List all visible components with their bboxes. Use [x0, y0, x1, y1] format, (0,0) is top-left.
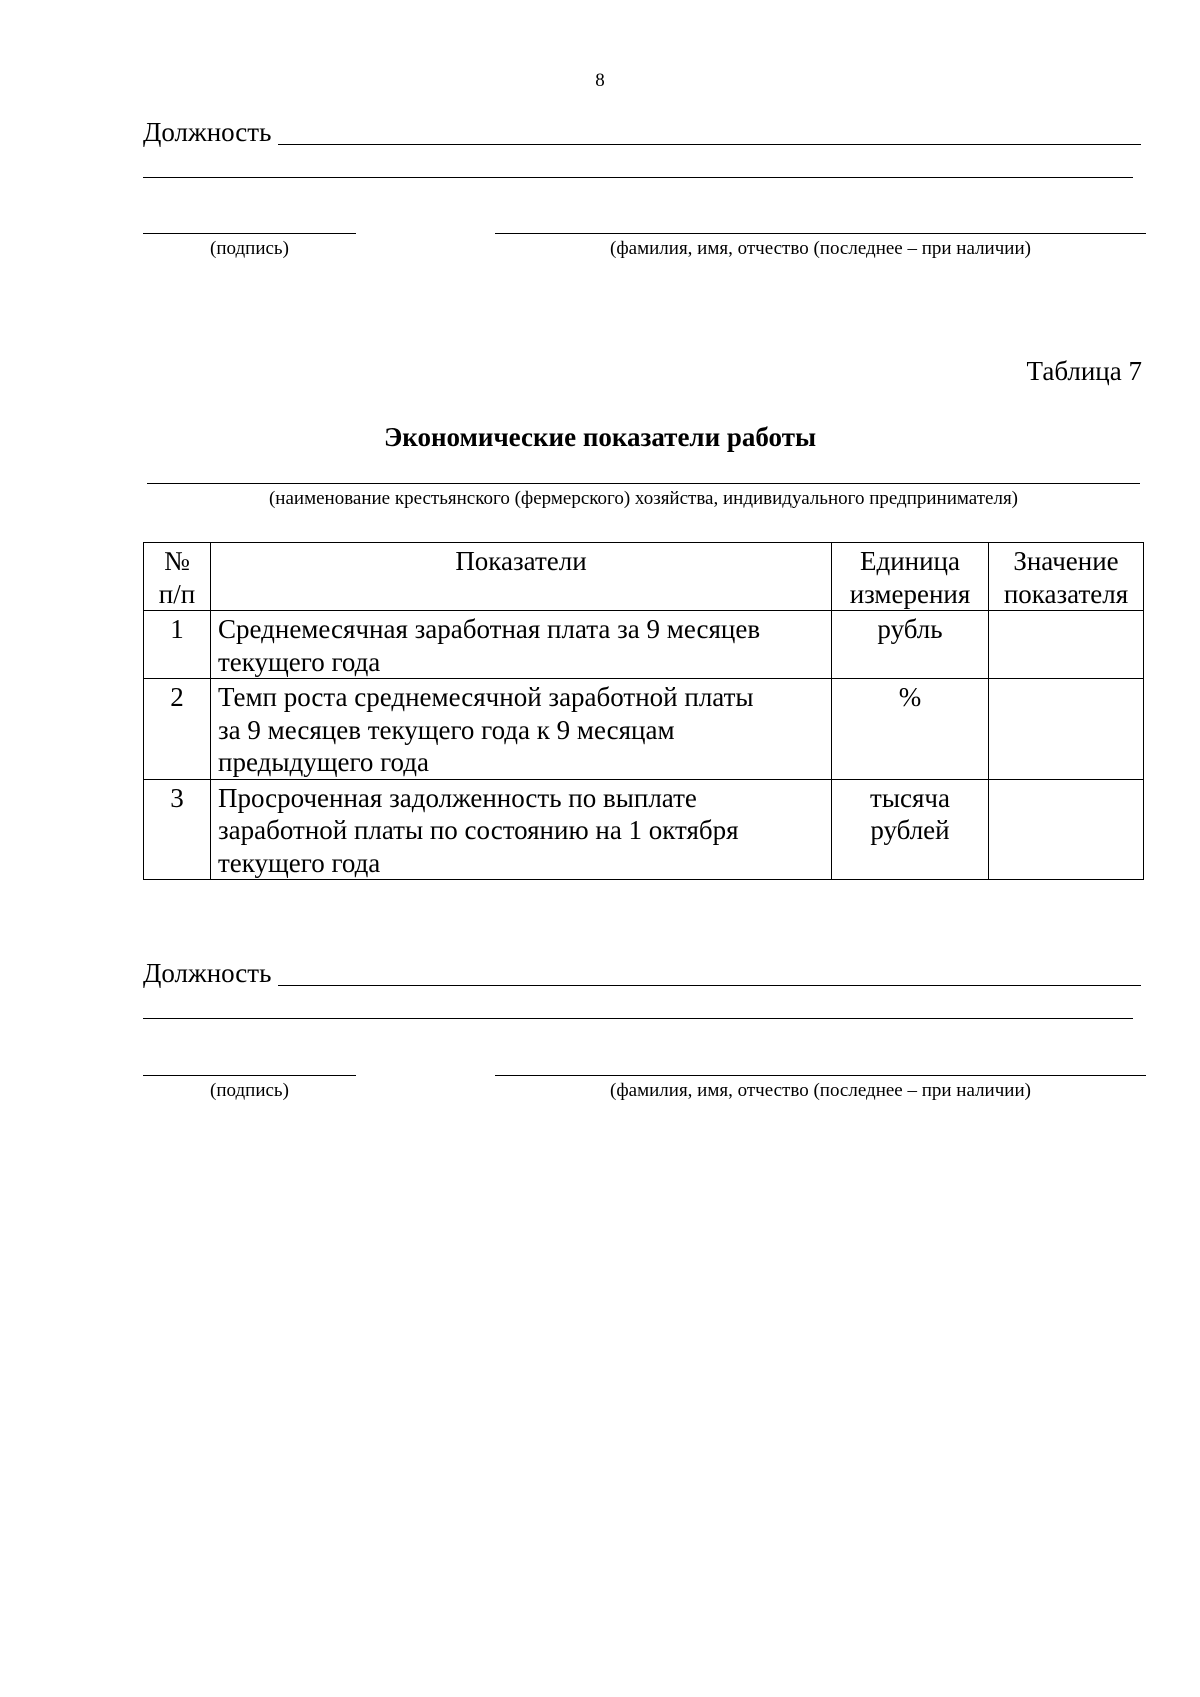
signature-line[interactable]	[143, 1075, 356, 1076]
position-label: Должность	[143, 117, 272, 147]
row-indicator-line: предыдущего года	[218, 747, 429, 777]
header-unit-line: измерения	[849, 578, 971, 609]
row-indicator-line: текущего года	[218, 646, 381, 677]
full-name-line[interactable]	[495, 1075, 1146, 1076]
row-num: 1	[144, 611, 211, 679]
table-row	[144, 779, 1144, 880]
row-value-cell[interactable]	[989, 611, 1144, 679]
full-name-caption: (фамилия, имя, отчество (последнее – при наличии)	[610, 238, 1031, 259]
entity-caption: (наименование крестьянского (фермерского) хозяйства, индивидуального предпринимателя)	[268, 488, 1019, 509]
signature-caption: (подпись)	[210, 1080, 289, 1101]
row-indicator-line: Темп роста среднемесячной заработной платы	[218, 682, 754, 712]
row-indicator-line: за 9 месяцев текущего года к 9 месяцам	[218, 714, 675, 745]
row-indicator	[211, 611, 832, 679]
header-indicator	[211, 543, 832, 611]
header-unit	[832, 543, 989, 611]
page-number: 8	[595, 70, 605, 91]
row-indicator	[211, 779, 832, 880]
position-label: Должность	[143, 958, 272, 988]
row-indicator-line: Среднемесячная заработная плата за 9 месяцев	[218, 614, 761, 644]
signature-line[interactable]	[143, 233, 356, 234]
table-row	[144, 611, 1144, 679]
row-indicator	[211, 679, 832, 780]
row-unit-line: рубль	[877, 614, 943, 644]
table-label: Таблица 7	[1026, 356, 1142, 386]
header-value-line: Значение	[1013, 546, 1119, 576]
row-value-cell[interactable]	[989, 779, 1144, 880]
signature-caption: (подпись)	[210, 238, 289, 259]
header-value	[989, 543, 1144, 611]
entity-name-line[interactable]	[147, 483, 1140, 484]
position-line[interactable]	[278, 144, 1141, 145]
position-line-continued[interactable]	[143, 177, 1133, 178]
row-unit	[832, 611, 989, 679]
header-num	[144, 543, 211, 611]
row-indicator-line: Просроченная задолженность по выплате	[218, 782, 697, 813]
row-unit-line: рублей	[870, 815, 950, 845]
row-indicator-line: заработной платы по состоянию на 1 октября	[218, 815, 739, 845]
row-unit	[832, 679, 989, 780]
position-line[interactable]	[278, 985, 1141, 986]
table-row	[144, 679, 1144, 780]
position-line-continued[interactable]	[143, 1018, 1133, 1019]
row-unit-line: тысяча	[870, 782, 950, 813]
row-indicator-line: текущего года	[218, 847, 381, 878]
header-unit-line: Единица	[859, 546, 960, 576]
header-value-line: показателя	[1003, 578, 1129, 609]
row-unit-line: %	[898, 682, 922, 712]
row-value-cell[interactable]	[989, 679, 1144, 780]
full-name-line[interactable]	[495, 233, 1146, 234]
indicators-table	[143, 542, 1144, 880]
full-name-caption: (фамилия, имя, отчество (последнее – при наличии)	[610, 1080, 1031, 1101]
signature-block-bottom	[0, 940, 1200, 1120]
signature-block-top	[0, 0, 1200, 270]
header-indicator-text: Показатели	[455, 546, 587, 576]
header-num-line: п/п	[158, 578, 196, 609]
row-num: 3	[144, 779, 211, 880]
row-num: 2	[144, 679, 211, 780]
document-title: Экономические показатели работы	[383, 422, 817, 452]
header-num-line: №	[164, 546, 190, 576]
row-unit	[832, 779, 989, 880]
table-header-row	[144, 543, 1144, 611]
